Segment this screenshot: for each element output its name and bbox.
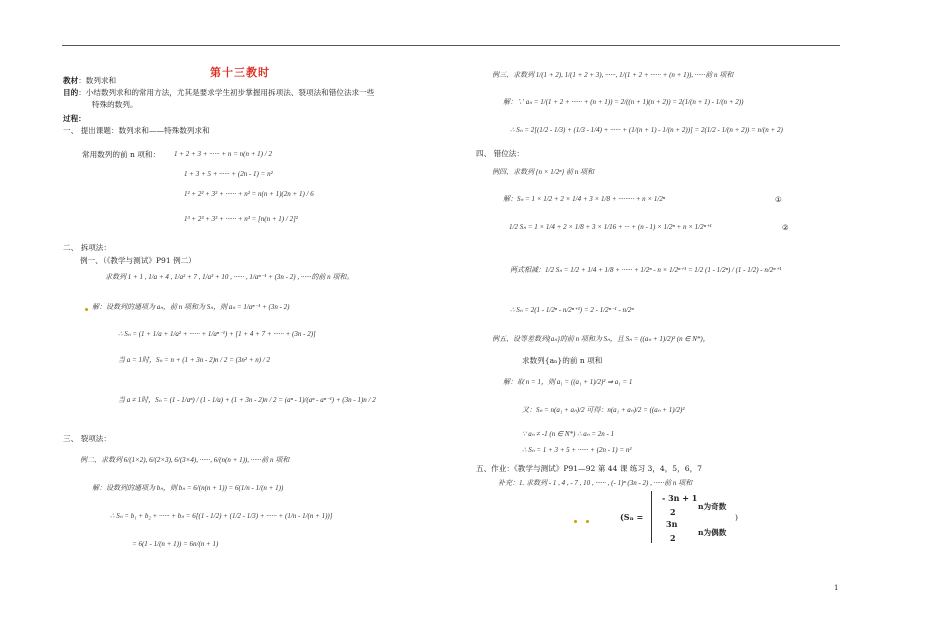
section-4-heading: 四、 错位法：	[476, 149, 524, 158]
example-5-line-1: 又：Sₙ = n(a₁ + aₙ)/2 可得：n(a₁ + aₙ)/2 = ((aₙ + 1)/2)²	[522, 406, 685, 414]
example-5-solution: 解：取 n = 1，则 a₁ = ((a₁ + 1)/2)² ⇒ a₁ = 1	[503, 378, 633, 386]
formula-sum-squares: 1² + 2² + 3² + ······ + n² = n(n + 1)(2n + 1) / 6	[184, 190, 314, 198]
goal-line: 目的：小结数列求和的常用方法，尤其是要求学生初步掌握用拆项法、裂项法和错位法求一些	[63, 88, 375, 97]
example-3-solution: 解：∵ aₙ = 1/(1 + 2 + ······ + (n + 1)) = 2/((n + 1)(n + 2)) = 2(1/(n + 1) - 1/(n + 2))	[503, 98, 744, 106]
answer-case-odd-note: n为奇数	[698, 502, 727, 511]
example-2-sum: ∴ Sₙ = b₁ + b₂ + ······ + bₙ = 6[(1 - 1/2) + (1/2 - 1/3) + ······ + (1/n - 1/(n + 1))]	[110, 512, 333, 520]
answer-case-even-denominator: 2	[670, 533, 676, 543]
answer-case-even-note: n为偶数	[698, 528, 727, 537]
supplement-question: 补充：1. 求数列 - 1 , 4 , - 7 , 10 , ······ , (- 1)ⁿ (3n - 2) , ······前 n 项和	[498, 479, 693, 487]
bullet-dot	[586, 520, 589, 523]
example-4-solution: 解：Sₙ = 1 × 1/2 + 2 × 1/4 + 3 × 1/8 + ········· + n × 1/2ⁿ	[503, 195, 666, 203]
example-1-heading: 例一、（《教学与测试》P91 例二）	[80, 256, 196, 265]
section-1-heading: 一、 提出课题：数列求和——特殊数列求和	[63, 126, 210, 135]
example-1-solution: 解：设数列的通项为 aₙ，前 n 项和为 Sₙ，则 aₙ = 1/aⁿ⁻¹ + (3n - 2)	[92, 303, 290, 311]
formula-sum-odd: 1 + 3 + 5 + ······ + (2n - 1) = n²	[184, 170, 273, 178]
answer-case-even-numerator: 3n	[666, 519, 678, 529]
section-1-intro: 常用数列的前 n 项和：	[82, 150, 161, 159]
answer-brace	[651, 491, 656, 543]
material-line: 教材：数列求和	[63, 76, 117, 85]
equation-marker-2: ②	[782, 223, 789, 232]
example-5-line-2: ∵ aₙ ≠ -1 (n ∈ N*) ∴ aₙ = 2n - 1	[522, 430, 615, 438]
example-1-case-a-ne-1: 当 a ≠ 1时，Sₙ = (1 - 1/aⁿ) / (1 - 1/a) + (1 + 3n - 2)n / 2 = (aⁿ - 1)/(aⁿ - aⁿ⁻¹) + (3n - 1)n / 2	[118, 396, 376, 404]
example-5-question: 例五、设等差数列{aₙ}的前 n 项和为 Sₙ，且 Sₙ = ((aₙ + 1)/2)² (n ∈ N*)，	[492, 335, 710, 343]
example-4-result: ∴ Sₙ = 2(1 - 1/2ⁿ - n/2ⁿ⁺¹) = 2 - 1/2ⁿ⁻¹ - n/2ⁿ	[510, 306, 634, 314]
section-5-heading: 五、作业：《教学与测试》P91—92 第 44 课 练习 3，4，5，6，7	[476, 464, 702, 473]
example-4-subtract: 两式相减：1/2 Sₙ = 1/2 + 1/4 + 1/8 + ······ + 1/2ⁿ - n × 1/2ⁿ⁺¹ = 1/2 (1 - 1/2ⁿ) / (1 - 1/2) - n/2ⁿ⁺¹	[510, 266, 782, 274]
goal-continuation: 特殊的数列。	[92, 100, 138, 109]
example-3-sum: ∴ Sₙ = 2[(1/2 - 1/3) + (1/3 - 1/4) + ······ + (1/(n + 1) - 1/(n + 2))] = 2(1/2 - 1/(n + 2)) = n/(n + 2)	[510, 126, 783, 134]
formula-sum-cubes: 1³ + 2³ + 3³ + ······ + n³ = [n(n + 1) / 2]²	[184, 215, 298, 223]
section-3-heading: 三、 裂项法：	[63, 434, 111, 443]
bullet-dot	[574, 520, 577, 523]
section-2-heading: 二、 拆项法：	[63, 243, 111, 252]
bullet-dot	[85, 308, 88, 311]
example-3-question: 例三、求数列 1/(1 + 2), 1/(1 + 2 + 3), ······, 1/(1 + 2 + ······ + (n + 1)), ······前 n 项和	[492, 71, 734, 79]
example-2-solution: 解：设数列的通项为 bₙ，则 bₙ = 6/(n(n + 1)) = 6(1/n - 1/(n + 1))	[92, 484, 284, 492]
answer-close-paren: )	[735, 513, 738, 522]
example-1-question: 求数列 1 + 1 , 1/a + 4 , 1/a² + 7 , 1/a³ + 10 , ······ , 1/aⁿ⁻¹ + (3n - 2) , ······的前 n 项和。	[105, 273, 354, 281]
example-2-question: 例二、求数列 6/(1×2), 6/(2×3), 6/(3×4), ······, 6/(n(n + 1)), ······前 n 项和	[80, 456, 290, 464]
example-4-question: 例四、求数列 {n × 1/2ⁿ} 前 n 项和	[492, 168, 594, 176]
formula-sum-n: 1 + 2 + 3 + ······ + n = n(n + 1) / 2	[174, 150, 272, 158]
answer-case-odd-denominator: 2	[670, 507, 676, 517]
answer-case-odd-numerator: - 3n + 1	[662, 493, 698, 503]
page-number: 1	[834, 584, 839, 592]
example-4-half-sum: 1/2 Sₙ = 1 × 1/4 + 2 × 1/8 + 3 × 1/16 + ··· + (n - 1) × 1/2ⁿ + n × 1/2ⁿ⁺¹	[509, 223, 712, 231]
page-title: 第十三教时	[210, 66, 270, 79]
example-5-line-3: ∴ Sₙ = 1 + 3 + 5 + ······ + (2n - 1) = n²	[522, 446, 632, 454]
example-5-question-cont: 求数列{aₙ}的前 n 项和	[522, 356, 603, 365]
header-rule	[62, 45, 840, 46]
example-1-sum: ∴ Sₙ = (1 + 1/a + 1/a² + ······ + 1/aⁿ⁻¹) + [1 + 4 + 7 + ······ + (3n - 2)]	[118, 330, 316, 338]
example-1-case-a1: 当 a = 1时，Sₙ = n + (1 + 3n - 2)n / 2 = (3n² + n) / 2	[118, 356, 271, 364]
example-2-result: = 6(1 - 1/(n + 1)) = 6n/(n + 1)	[132, 540, 219, 548]
equation-marker-1: ①	[775, 195, 782, 204]
answer-sn-label: (Sₙ =	[620, 512, 644, 522]
process-label: 过程：	[63, 114, 86, 123]
